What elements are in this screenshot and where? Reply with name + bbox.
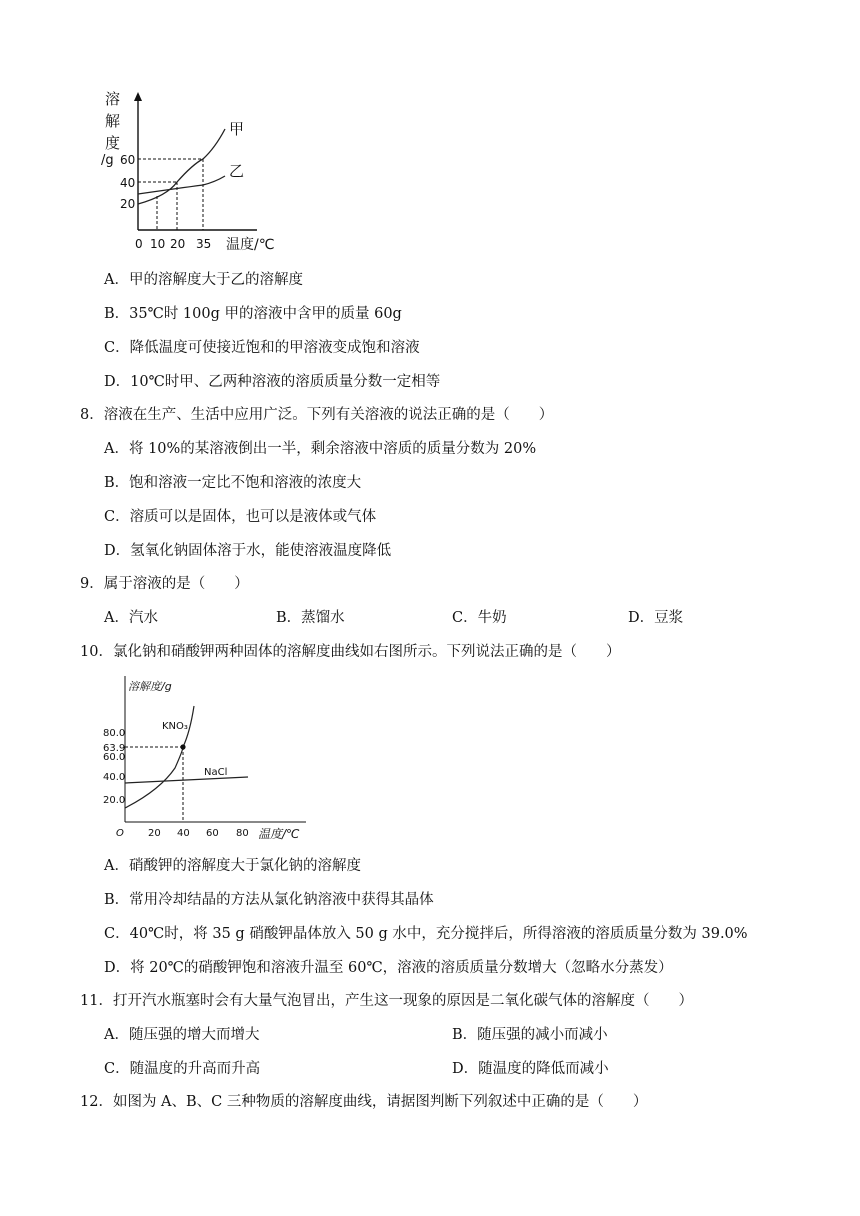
q10-stem: 10．氯化钠和硝酸钾两种固体的溶解度曲线如右图所示。下列说法正确的是（ ） — [80, 644, 621, 660]
chart1-ytick: 20 — [120, 197, 136, 211]
q9-option-b: B．蒸馏水 — [276, 610, 345, 626]
chart1-ylabel-char: 解 — [105, 112, 121, 130]
q9-stem: 9．属于溶液的是（ ） — [80, 576, 249, 592]
chart2-series-nacl-line — [125, 777, 248, 783]
chart1-ytick: 60 — [120, 153, 136, 167]
q10-option-a: A．硝酸钾的溶解度大于氯化钠的溶解度 — [104, 858, 361, 874]
q8-option-b: B．饱和溶液一定比不饱和溶液的浓度大 — [104, 475, 362, 491]
q8-option-c: C．溶质可以是固体，也可以是液体或气体 — [104, 509, 377, 525]
q10-option-c: C．40℃时，将 35 g 硝酸钾晶体放入 50 g 水中，充分搅拌后，所得溶液的溶质质量分数为 39.0% — [104, 926, 748, 942]
q11-option-a: A．随压强的增大而增大 — [104, 1027, 260, 1043]
chart1-ylabel-char: /g — [101, 153, 114, 168]
q11-option-b: B．随压强的减小而减小 — [452, 1027, 608, 1043]
chart2-xtick: 80 — [236, 828, 249, 839]
chart1-xtick: 10 — [150, 237, 166, 251]
chart1-xtick: 20 — [170, 237, 186, 251]
chart1-series-yi-curve — [138, 176, 225, 194]
chart2-ytick: 60.0 — [103, 752, 126, 763]
q12-stem: 12．如图为 A、B、C 三种物质的溶解度曲线，请据图判断下列叙述中正确的是（ ） — [80, 1094, 648, 1110]
chart2-series-label-nacl: NaCl — [204, 767, 228, 778]
chart2-xlabel: 温度/℃ — [258, 827, 300, 841]
chart1-ylabel-char: 溶 — [105, 90, 121, 108]
q11-option-c: C．随温度的升高而升高 — [104, 1061, 261, 1077]
chart1-series-label-yi: 乙 — [229, 162, 245, 180]
chart2-ytick: 80.0 — [103, 728, 126, 739]
chart1-ylabel-char: 度 — [105, 134, 121, 152]
chart2-series-label-kno3: KNO₃ — [162, 721, 188, 732]
chart2-ylabel: 溶解度/g — [128, 680, 172, 693]
q10-option-b: B．常用冷却结晶的方法从氯化钠溶液中获得其晶体 — [104, 892, 434, 908]
chart2-ytick: 63.9 — [103, 743, 126, 754]
chart1-ytick: 40 — [120, 176, 136, 190]
chart2-origin: O — [116, 828, 124, 839]
q9-option-c: C．牛奶 — [452, 610, 507, 626]
q11-option-d: D．随温度的降低而减小 — [452, 1061, 609, 1077]
chart2-ytick: 20.0 — [103, 795, 126, 806]
q9-option-d: D．豆浆 — [628, 610, 684, 626]
q8-option-d: D．氢氧化钠固体溶于水，能使溶液温度降低 — [104, 543, 392, 559]
solubility-chart-2 — [103, 672, 310, 844]
q9-option-a: A．汽水 — [104, 610, 158, 626]
q7-option-a: A．甲的溶解度大于乙的溶解度 — [104, 272, 303, 288]
q7-option-c: C．降低温度可使接近饱和的甲溶液变成饱和溶液 — [104, 340, 420, 356]
chart2-xtick: 20 — [148, 828, 161, 839]
chart1-xlabel: 温度/℃ — [226, 237, 275, 253]
q8-option-a: A．将 10%的某溶液倒出一半，剩余溶液中溶质的质量分数为 20% — [104, 441, 537, 457]
chart1-xtick: 35 — [196, 237, 212, 251]
solubility-chart-1 — [95, 88, 295, 260]
chart2-xtick: 40 — [177, 828, 190, 839]
q11-stem: 11．打开汽水瓶塞时会有大量气泡冒出，产生这一现象的原因是二氧化碳气体的溶解度（ ） — [80, 993, 693, 1009]
q7-option-d: D．10℃时甲、乙两种溶液的溶质质量分数一定相等 — [104, 374, 441, 390]
chart1-series-label-jia: 甲 — [229, 120, 245, 138]
q8-stem: 8．溶液在生产、生活中应用广泛。下列有关溶液的说法正确的是（ ） — [80, 407, 554, 423]
q7-option-b: B．35℃时 100g 甲的溶液中含甲的质量 60g — [104, 306, 402, 322]
chart2-xtick: 60 — [206, 828, 219, 839]
chart2-point-40-63-9 — [180, 744, 185, 749]
chart1-xtick: 0 — [135, 237, 143, 251]
chart2-ytick: 40.0 — [103, 772, 126, 783]
chart1-y-arrow — [134, 92, 142, 101]
q10-option-d: D．将 20℃的硝酸钾饱和溶液升温至 60℃，溶液的溶质质量分数增大（忽略水分蒸发） — [104, 960, 673, 976]
